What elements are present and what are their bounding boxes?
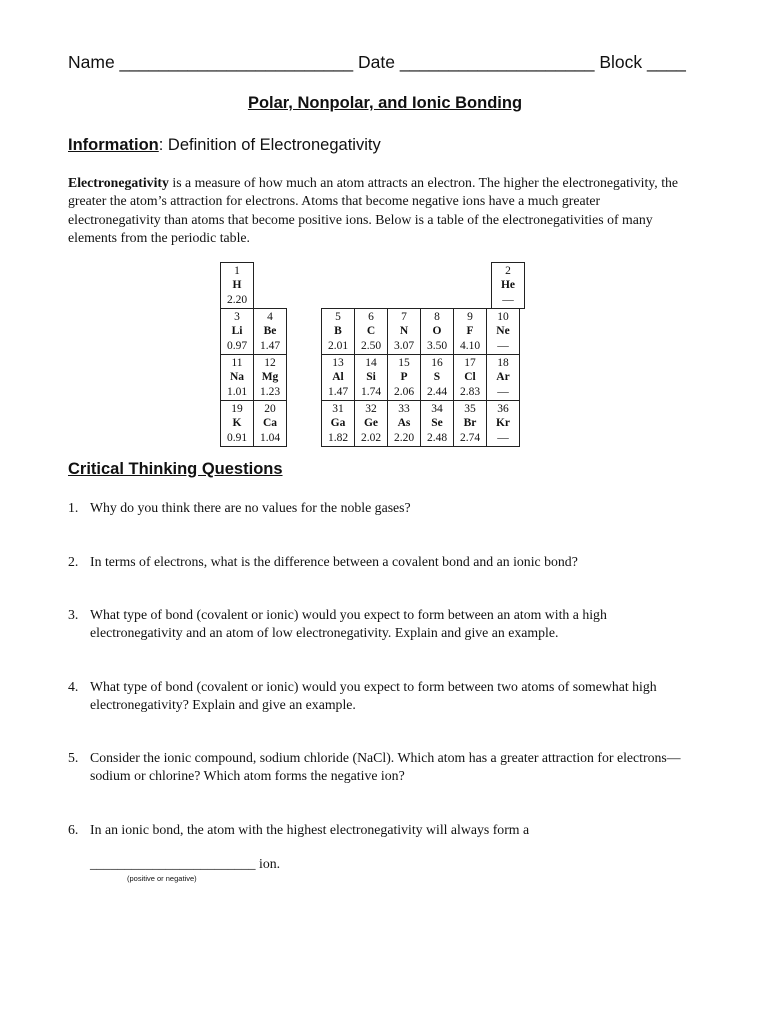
atomic-number: 5	[335, 310, 341, 323]
element-symbol: B	[334, 325, 342, 338]
electronegativity-value: 0.91	[226, 431, 248, 444]
electronegativity-value: 2.06	[393, 385, 415, 398]
atomic-number: 10	[497, 310, 509, 323]
question-number: 4.	[68, 679, 79, 694]
element-symbol: Ar	[496, 371, 510, 384]
element-symbol: Li	[231, 325, 243, 338]
element-symbol: Na	[229, 371, 245, 384]
element-symbol: O	[432, 325, 442, 338]
periodic-table-hydrogen	[220, 262, 254, 309]
element-symbol: Be	[263, 325, 277, 338]
electronegativity-text: is a measure of how much an atom attracts an electron. The higher the electronegativity, the greater the atom’s attraction for electrons. Atoms that become negative ions have a much greater electronegativity than atoms that become positive ions. Below is a table of the electronegativities of many elements from the periodic table.	[68, 175, 679, 245]
question-2	[68, 553, 698, 571]
atomic-number: 33	[398, 402, 410, 415]
electronegativity-value: 2.01	[327, 339, 349, 352]
electronegativity-definition	[68, 174, 688, 247]
element-symbol: H	[232, 279, 242, 292]
question-text: What type of bond (covalent or ionic) would you expect to form between an atom with a high electronegativity and an atom of low electronegativity. Explain and give an example.	[90, 607, 607, 641]
element-cell	[388, 309, 421, 355]
atomic-number: 34	[431, 402, 443, 415]
element-symbol: Br	[463, 417, 477, 430]
element-cell	[454, 401, 487, 447]
electronegativity-value: —	[497, 431, 509, 444]
element-cell	[254, 309, 287, 355]
element-symbol: Ga	[330, 417, 346, 430]
electronegativity-value: 0.97	[226, 339, 248, 352]
element-symbol: Mg	[261, 371, 279, 384]
element-symbol: N	[399, 325, 409, 338]
electronegativity-value: —	[497, 339, 509, 352]
question-number: 3.	[68, 607, 79, 622]
element-cell	[221, 309, 254, 355]
element-symbol: P	[400, 371, 408, 384]
electronegativity-value: 2.20	[393, 431, 415, 444]
electronegativity-value: 2.20	[226, 293, 248, 306]
element-cell	[322, 401, 355, 447]
electronegativity-value: 2.48	[426, 431, 448, 444]
atomic-number: 9	[467, 310, 473, 323]
atomic-number: 14	[365, 356, 377, 369]
element-row	[322, 355, 520, 401]
element-symbol: Ge	[363, 417, 379, 430]
electronegativity-value: 2.02	[360, 431, 382, 444]
element-symbol: K	[232, 417, 242, 430]
atomic-number: 1	[234, 264, 240, 277]
question-number: 6.	[68, 822, 79, 837]
answer-blank[interactable]: ________________________ ion.	[90, 856, 281, 871]
element-symbol: F	[466, 325, 474, 338]
critical-thinking-heading: Critical Thinking Questions	[68, 460, 283, 478]
element-cell	[487, 401, 520, 447]
electronegativity-term: Electronegativity	[68, 175, 169, 190]
atomic-number: 6	[368, 310, 374, 323]
electronegativity-value: 1.01	[226, 385, 248, 398]
atomic-number: 16	[431, 356, 443, 369]
element-symbol: Ne	[496, 325, 510, 338]
atomic-number: 32	[365, 402, 377, 415]
electronegativity-value: 1.82	[327, 431, 349, 444]
electronegativity-value: —	[502, 293, 514, 306]
element-cell	[421, 309, 454, 355]
element-row	[322, 401, 520, 447]
electronegativity-value: 1.47	[259, 339, 281, 352]
atomic-number: 20	[264, 402, 276, 415]
element-symbol: Ca	[262, 417, 278, 430]
atomic-number: 12	[264, 356, 276, 369]
information-heading	[68, 136, 381, 155]
electronegativity-value: 1.47	[327, 385, 349, 398]
element-cell	[355, 309, 388, 355]
atomic-number: 35	[464, 402, 476, 415]
header-name-date-block: Name ________________________ Date ____________________ Block ____	[68, 52, 686, 72]
atomic-number: 4	[267, 310, 273, 323]
question-text: Consider the ionic compound, sodium chloride (NaCl). Which atom has a greater attraction for electrons—sodium or chlorine? Which atom forms the negative ion?	[90, 750, 681, 784]
atomic-number: 13	[332, 356, 344, 369]
element-symbol: Cl	[464, 371, 476, 384]
element-cell	[388, 355, 421, 401]
element-cell	[454, 355, 487, 401]
atomic-number: 11	[231, 356, 243, 369]
element-cell	[487, 355, 520, 401]
question-6	[68, 821, 698, 839]
atomic-number: 31	[332, 402, 344, 415]
question-3	[68, 606, 698, 643]
periodic-table-s-block	[220, 308, 287, 447]
element-row	[221, 263, 254, 309]
element-cell	[254, 355, 287, 401]
question-number: 1.	[68, 500, 79, 515]
periodic-table-helium	[491, 262, 525, 309]
atomic-number: 8	[434, 310, 440, 323]
electronegativity-value: 3.50	[426, 339, 448, 352]
element-symbol: Si	[366, 371, 376, 384]
page-title: Polar, Nonpolar, and Ionic Bonding	[247, 94, 523, 112]
atomic-number: 7	[401, 310, 407, 323]
question-number: 2.	[68, 554, 79, 569]
electronegativity-value: 1.74	[360, 385, 382, 398]
question-1	[68, 499, 698, 517]
atomic-number: 36	[497, 402, 509, 415]
element-cell	[221, 401, 254, 447]
element-row	[221, 355, 287, 401]
element-symbol: Al	[332, 371, 344, 384]
question-text: In terms of electrons, what is the difference between a covalent bond and an ionic bond?	[90, 554, 578, 569]
element-cell	[221, 355, 254, 401]
element-row	[322, 309, 520, 355]
periodic-table-p-block	[321, 308, 520, 447]
atomic-number: 17	[464, 356, 476, 369]
element-cell	[355, 355, 388, 401]
information-label: Information	[68, 136, 159, 154]
atomic-number: 19	[231, 402, 243, 415]
atomic-number: 15	[398, 356, 410, 369]
element-row	[221, 401, 287, 447]
information-subtitle: : Definition of Electronegativity	[158, 136, 381, 154]
element-symbol: C	[366, 325, 376, 338]
question-text: In an ionic bond, the atom with the highest electronegativity will always form a	[90, 822, 530, 837]
element-cell	[388, 401, 421, 447]
atomic-number: 18	[497, 356, 509, 369]
element-symbol: As	[397, 417, 411, 430]
electronegativity-value: 2.83	[459, 385, 481, 398]
electronegativity-value: 2.74	[459, 431, 481, 444]
element-row	[492, 263, 525, 309]
element-symbol: S	[433, 371, 441, 384]
electronegativity-value: 2.44	[426, 385, 448, 398]
electronegativity-value: 4.10	[459, 339, 481, 352]
electronegativity-value: —	[497, 385, 509, 398]
element-symbol: He	[500, 279, 516, 292]
question-text: Why do you think there are no values for the noble gases?	[90, 500, 411, 515]
element-cell	[322, 309, 355, 355]
electronegativity-value: 1.23	[259, 385, 281, 398]
answer-hint: (positive or negative)	[127, 874, 197, 883]
electronegativity-value: 1.04	[259, 431, 281, 444]
element-cell	[221, 263, 254, 309]
electronegativity-value: 3.07	[393, 339, 415, 352]
question-5	[68, 749, 698, 786]
question-text: What type of bond (covalent or ionic) would you expect to form between two atoms of somewhat high electronegativity? Explain and give an example.	[90, 679, 657, 713]
question-number: 5.	[68, 750, 79, 765]
element-cell	[421, 401, 454, 447]
question-4	[68, 678, 698, 715]
element-cell	[454, 309, 487, 355]
element-cell	[487, 309, 520, 355]
element-cell	[254, 401, 287, 447]
element-symbol: Kr	[495, 417, 511, 430]
element-cell	[355, 401, 388, 447]
element-cell	[492, 263, 525, 309]
element-cell	[421, 355, 454, 401]
atomic-number: 3	[234, 310, 240, 323]
element-symbol: Se	[431, 417, 443, 430]
element-row	[221, 309, 287, 355]
electronegativity-value: 2.50	[360, 339, 382, 352]
atomic-number: 2	[505, 264, 511, 277]
element-cell	[322, 355, 355, 401]
